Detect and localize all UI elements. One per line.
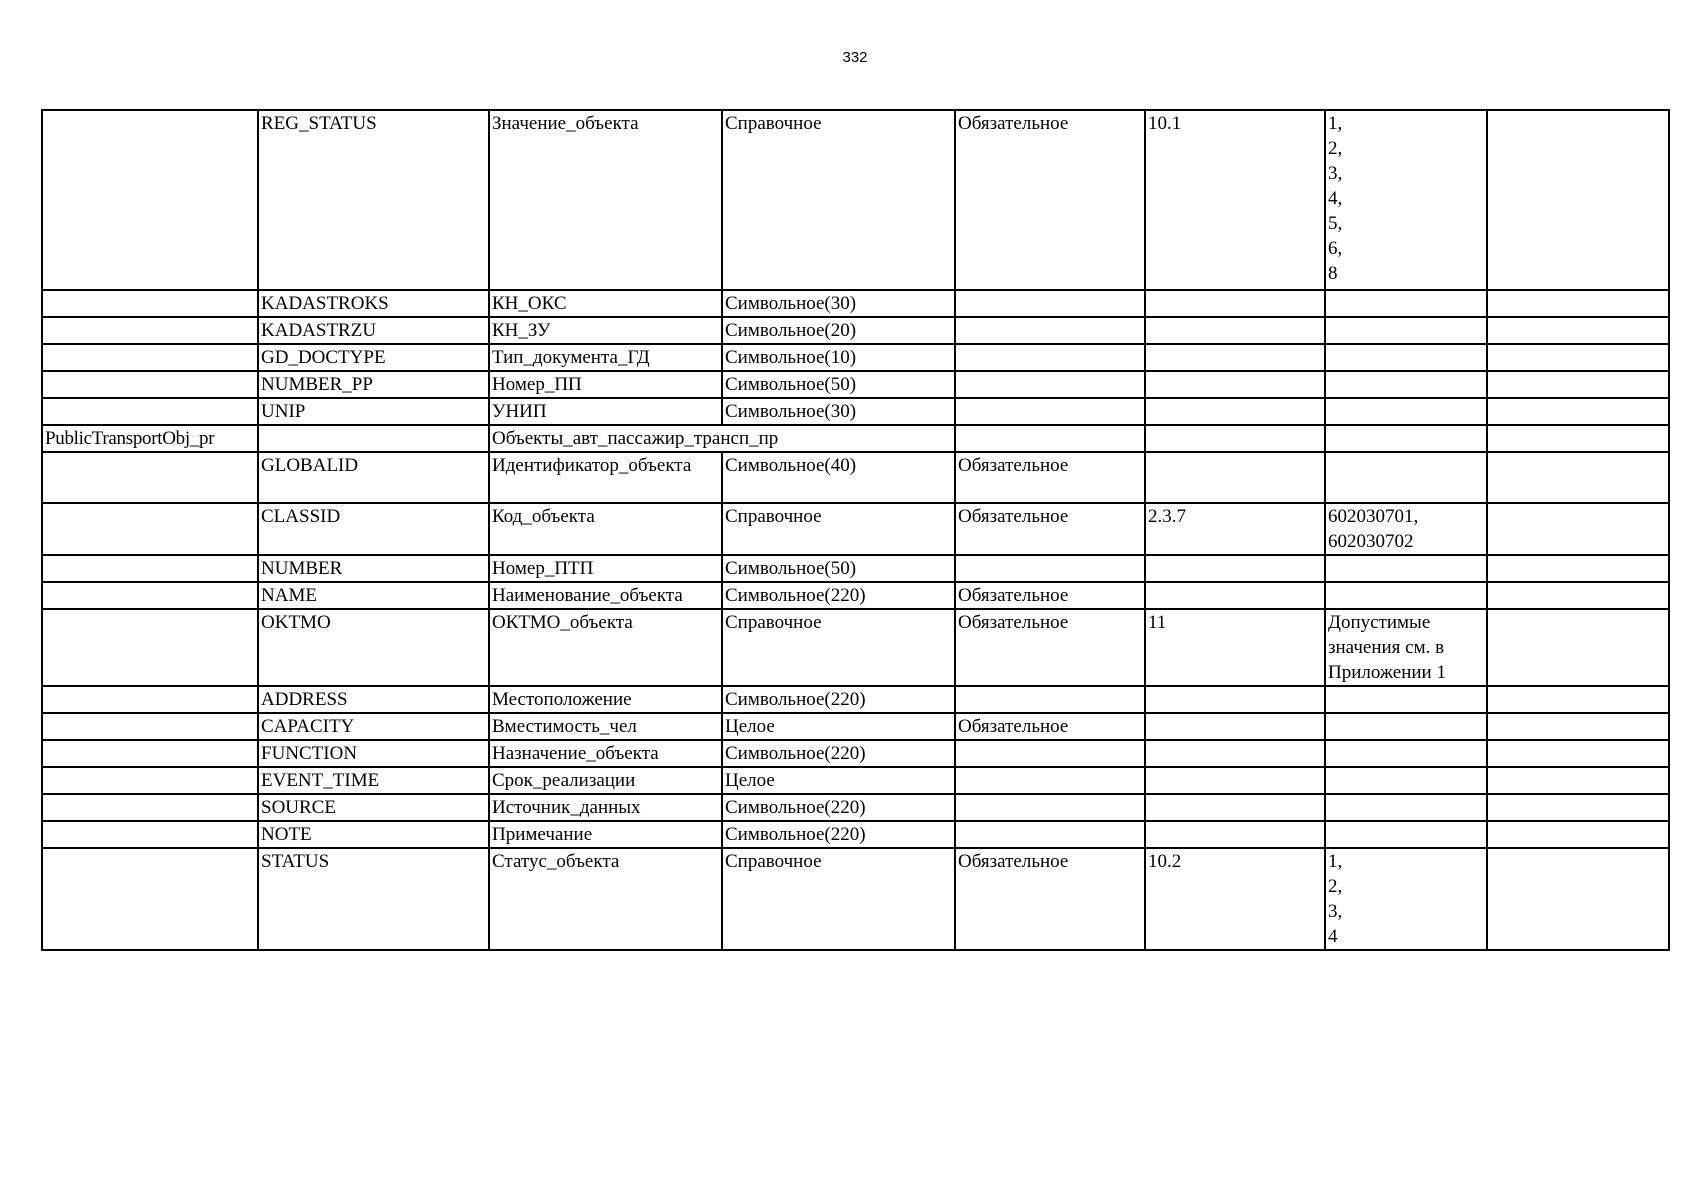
cell-field-alias: ОКТМО_объекта xyxy=(489,609,722,686)
cell-reference xyxy=(1145,821,1325,848)
table-row xyxy=(42,848,1669,950)
cell-required xyxy=(955,290,1145,317)
cell-allowed-values xyxy=(1325,713,1487,740)
cell-required: Обязательное xyxy=(955,848,1145,950)
cell-field-type: Символьное(10) xyxy=(722,344,955,371)
cell-reference xyxy=(1145,740,1325,767)
cell-note xyxy=(1487,848,1669,950)
cell-reference xyxy=(1145,371,1325,398)
cell-allowed-values xyxy=(1325,767,1487,794)
cell-field-name: STATUS xyxy=(258,848,489,950)
cell-field-type: Символьное(50) xyxy=(722,371,955,398)
cell-layer-name xyxy=(42,371,258,398)
cell-field-alias: Номер_ПТП xyxy=(489,555,722,582)
cell-required: Обязательное xyxy=(955,110,1145,290)
cell-allowed-values xyxy=(1325,555,1487,582)
cell-field-type: Символьное(30) xyxy=(722,290,955,317)
cell-layer-name xyxy=(42,821,258,848)
table-row xyxy=(42,110,1669,290)
cell-note xyxy=(1487,317,1669,344)
table-row xyxy=(42,740,1669,767)
cell-field-alias: КН_ОКС xyxy=(489,290,722,317)
cell-note xyxy=(1487,582,1669,609)
cell-note xyxy=(1487,740,1669,767)
cell-field-alias: Срок_реализации xyxy=(489,767,722,794)
cell-field-alias: Код_объекта xyxy=(489,503,722,555)
cell-layer-name xyxy=(42,767,258,794)
cell-reference xyxy=(1145,713,1325,740)
cell-field-alias: Источник_данных xyxy=(489,794,722,821)
cell-required xyxy=(955,371,1145,398)
cell-field-type: Символьное(220) xyxy=(722,582,955,609)
cell-field-alias: Объекты_авт_пассажир_трансп_пр xyxy=(489,425,955,452)
cell-allowed-values xyxy=(1325,290,1487,317)
cell-field-name: REG_STATUS xyxy=(258,110,489,290)
cell-field-name: KADASTROKS xyxy=(258,290,489,317)
cell-allowed-values: 602030701, 602030702 xyxy=(1325,503,1487,555)
cell-note xyxy=(1487,794,1669,821)
cell-note xyxy=(1487,686,1669,713)
cell-field-name: GD_DOCTYPE xyxy=(258,344,489,371)
cell-field-name: KADASTRZU xyxy=(258,317,489,344)
cell-required: Обязательное xyxy=(955,503,1145,555)
cell-layer-name xyxy=(42,713,258,740)
cell-field-name: GLOBALID xyxy=(258,452,489,503)
table-row xyxy=(42,317,1669,344)
cell-allowed-values xyxy=(1325,686,1487,713)
table-row xyxy=(42,821,1669,848)
cell-field-alias: КН_ЗУ xyxy=(489,317,722,344)
cell-required xyxy=(955,767,1145,794)
table-body xyxy=(42,110,1669,950)
cell-field-name xyxy=(258,425,489,452)
table-row xyxy=(42,503,1669,555)
cell-layer-name xyxy=(42,290,258,317)
cell-allowed-values xyxy=(1325,317,1487,344)
cell-reference xyxy=(1145,425,1325,452)
table-row xyxy=(42,290,1669,317)
cell-field-alias: Наименование_объекта xyxy=(489,582,722,609)
cell-field-type: Справочное xyxy=(722,110,955,290)
cell-note xyxy=(1487,767,1669,794)
cell-layer-name xyxy=(42,609,258,686)
cell-reference xyxy=(1145,686,1325,713)
cell-allowed-values xyxy=(1325,821,1487,848)
cell-layer-name xyxy=(42,740,258,767)
cell-reference xyxy=(1145,767,1325,794)
cell-field-type: Символьное(50) xyxy=(722,555,955,582)
table-row xyxy=(42,344,1669,371)
cell-field-alias: Номер_ПП xyxy=(489,371,722,398)
cell-field-type: Справочное xyxy=(722,848,955,950)
cell-required: Обязательное xyxy=(955,582,1145,609)
cell-field-type: Справочное xyxy=(722,503,955,555)
cell-field-name: SOURCE xyxy=(258,794,489,821)
cell-allowed-values xyxy=(1325,740,1487,767)
cell-field-type: Символьное(220) xyxy=(722,740,955,767)
cell-note xyxy=(1487,555,1669,582)
cell-required xyxy=(955,794,1145,821)
cell-field-alias: Назначение_объекта xyxy=(489,740,722,767)
cell-note xyxy=(1487,344,1669,371)
cell-reference xyxy=(1145,398,1325,425)
table-row xyxy=(42,555,1669,582)
cell-required: Обязательное xyxy=(955,713,1145,740)
page-number: 332 xyxy=(842,49,868,66)
cell-required xyxy=(955,740,1145,767)
table-row xyxy=(42,425,1669,452)
cell-field-name: CAPACITY xyxy=(258,713,489,740)
cell-field-alias: Тип_документа_ГД xyxy=(489,344,722,371)
cell-note xyxy=(1487,290,1669,317)
cell-field-type: Целое xyxy=(722,767,955,794)
cell-field-alias: Примечание xyxy=(489,821,722,848)
cell-note xyxy=(1487,425,1669,452)
table-row xyxy=(42,794,1669,821)
cell-layer-name xyxy=(42,317,258,344)
cell-layer-name: PublicTransportObj_pr xyxy=(42,425,258,452)
cell-field-type: Символьное(40) xyxy=(722,452,955,503)
cell-field-alias: Значение_объекта xyxy=(489,110,722,290)
table-row xyxy=(42,686,1669,713)
cell-field-type: Символьное(220) xyxy=(722,821,955,848)
cell-field-name: NUMBER_PP xyxy=(258,371,489,398)
cell-allowed-values xyxy=(1325,344,1487,371)
cell-layer-name xyxy=(42,398,258,425)
cell-reference xyxy=(1145,344,1325,371)
table-row xyxy=(42,371,1669,398)
cell-field-name: NOTE xyxy=(258,821,489,848)
cell-field-type: Символьное(220) xyxy=(722,686,955,713)
cell-field-alias: Идентификатор_объекта xyxy=(489,452,722,503)
cell-required xyxy=(955,398,1145,425)
cell-required xyxy=(955,686,1145,713)
cell-allowed-values xyxy=(1325,371,1487,398)
cell-reference xyxy=(1145,555,1325,582)
cell-reference xyxy=(1145,582,1325,609)
cell-field-name: OKTMO xyxy=(258,609,489,686)
cell-allowed-values: Допустимые значения см. в Приложении 1 xyxy=(1325,609,1487,686)
cell-field-name: NAME xyxy=(258,582,489,609)
cell-required xyxy=(955,555,1145,582)
table-row xyxy=(42,767,1669,794)
cell-note xyxy=(1487,398,1669,425)
attribute-table xyxy=(41,109,1670,951)
cell-layer-name xyxy=(42,110,258,290)
cell-note xyxy=(1487,713,1669,740)
cell-layer-name xyxy=(42,503,258,555)
cell-required: Обязательное xyxy=(955,452,1145,503)
table-row xyxy=(42,398,1669,425)
cell-allowed-values xyxy=(1325,398,1487,425)
cell-layer-name xyxy=(42,848,258,950)
cell-required xyxy=(955,317,1145,344)
cell-field-alias: Вместимость_чел xyxy=(489,713,722,740)
cell-layer-name xyxy=(42,344,258,371)
cell-layer-name xyxy=(42,686,258,713)
cell-field-alias: Статус_объекта xyxy=(489,848,722,950)
cell-field-type: Справочное xyxy=(722,609,955,686)
cell-layer-name xyxy=(42,555,258,582)
cell-required xyxy=(955,344,1145,371)
cell-field-type: Символьное(30) xyxy=(722,398,955,425)
cell-note xyxy=(1487,371,1669,398)
cell-required xyxy=(955,821,1145,848)
cell-field-name: CLASSID xyxy=(258,503,489,555)
cell-field-type: Символьное(220) xyxy=(722,794,955,821)
cell-reference xyxy=(1145,290,1325,317)
cell-field-type: Символьное(20) xyxy=(722,317,955,344)
cell-note xyxy=(1487,110,1669,290)
table-row xyxy=(42,609,1669,686)
cell-allowed-values: 1, 2, 3, 4 xyxy=(1325,848,1487,950)
cell-layer-name xyxy=(42,582,258,609)
cell-required: Обязательное xyxy=(955,609,1145,686)
cell-field-name: EVENT_TIME xyxy=(258,767,489,794)
cell-note xyxy=(1487,452,1669,503)
cell-allowed-values xyxy=(1325,582,1487,609)
cell-reference xyxy=(1145,317,1325,344)
cell-reference: 2.3.7 xyxy=(1145,503,1325,555)
cell-reference: 10.1 xyxy=(1145,110,1325,290)
cell-field-alias: УНИП xyxy=(489,398,722,425)
cell-field-alias: Местоположение xyxy=(489,686,722,713)
cell-note xyxy=(1487,821,1669,848)
cell-layer-name xyxy=(42,794,258,821)
cell-field-name: ADDRESS xyxy=(258,686,489,713)
cell-field-name: UNIP xyxy=(258,398,489,425)
table-row xyxy=(42,582,1669,609)
cell-reference xyxy=(1145,452,1325,503)
cell-note xyxy=(1487,503,1669,555)
cell-reference xyxy=(1145,794,1325,821)
cell-allowed-values xyxy=(1325,794,1487,821)
cell-field-name: NUMBER xyxy=(258,555,489,582)
cell-layer-name xyxy=(42,452,258,503)
cell-note xyxy=(1487,609,1669,686)
cell-allowed-values xyxy=(1325,425,1487,452)
cell-field-name: FUNCTION xyxy=(258,740,489,767)
cell-allowed-values xyxy=(1325,452,1487,503)
cell-field-type: Целое xyxy=(722,713,955,740)
table-row xyxy=(42,713,1669,740)
cell-reference: 10.2 xyxy=(1145,848,1325,950)
cell-required xyxy=(955,425,1145,452)
table-row xyxy=(42,452,1669,503)
cell-reference: 11 xyxy=(1145,609,1325,686)
cell-allowed-values: 1, 2, 3, 4, 5, 6, 8 xyxy=(1325,110,1487,290)
